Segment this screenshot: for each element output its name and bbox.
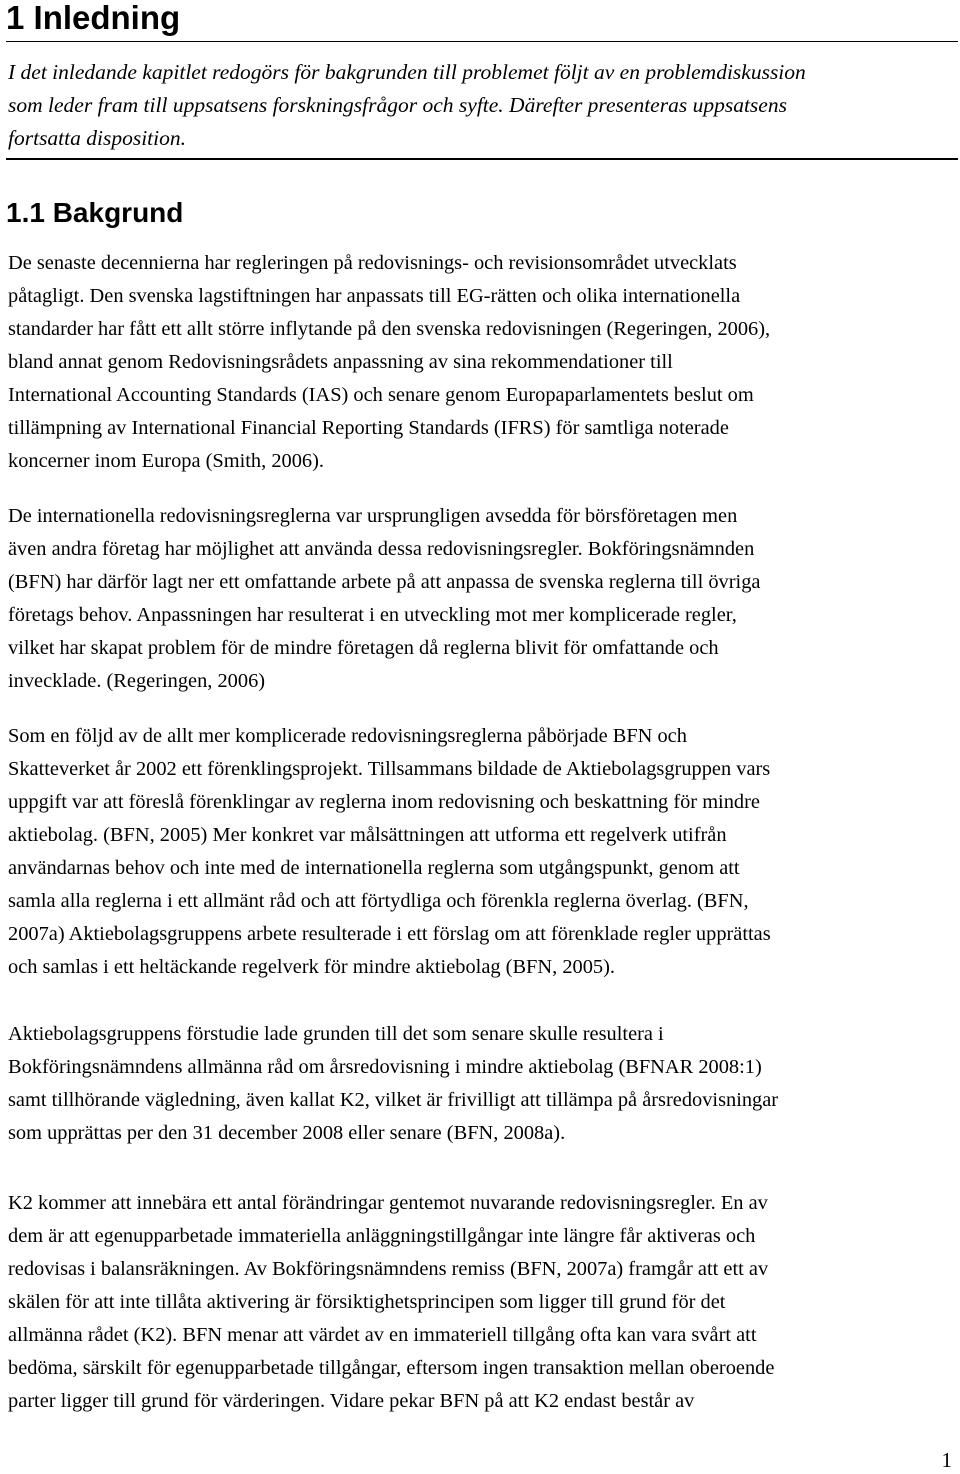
text-line: användarnas behov och inte med de internationella reglerna som utgångspunkt, genom att <box>8 857 740 879</box>
text-line: tillämpning av International Financial Reporting Standards (IFRS) för samtliga noterade <box>8 417 729 439</box>
text-line: 2007a) Aktiebolagsgruppens arbete resulterade i ett förslag om att förenklade regler upprättas <box>8 923 771 945</box>
text-line: bland annat genom Redovisningsrådets anpassning av sina rekommendationer till <box>8 351 673 373</box>
text-line: samt tillhörande vägledning, även kallat K2, vilket är frivilligt att tillämpa på årsredovisningar <box>8 1089 779 1111</box>
text-line: skälen för att inte tillåta aktivering är försiktighetsprincipen som ligger till grund för det <box>8 1291 726 1313</box>
text-line: även andra företag har möjlighet att använda dessa redovisningsregler. Bokföringsnämnden <box>8 538 755 560</box>
text-line: standarder har fått ett allt större inflytande på den svenska redovisningen (Regeringen, 2006), <box>8 318 771 340</box>
text-line: De internationella redovisningsreglerna var ursprungligen avsedda för börsföretagen men <box>8 505 738 527</box>
body-paragraph <box>8 247 958 478</box>
intro-top-rule <box>6 41 958 42</box>
text-line: (BFN) har därför lagt ner ett omfattande arbete på att anpassa de svenska reglerna till övriga <box>8 571 761 593</box>
body-paragraph <box>8 500 958 698</box>
text-line: redovisas i balansräkningen. Av Bokföringsnämndens remiss (BFN, 2007a) framgår att ett av <box>8 1258 769 1280</box>
text-line: dem är att egenupparbetade immateriella anläggningstillgångar inte längre får aktiveras och <box>8 1225 756 1247</box>
text-line: samla alla reglerna i ett allmänt råd och att förtydliga och förenkla reglerna överlag. (BFN, <box>8 890 749 912</box>
chapter-title: 1 Inledning <box>6 0 181 36</box>
text-line: bedöma, särskilt för egenupparbetade tillgångar, eftersom ingen transaktion mellan oberoende <box>8 1357 775 1379</box>
text-line: företags behov. Anpassningen har resulterat i en utveckling mot mer komplicerade regler, <box>8 604 737 626</box>
section-title: 1.1 Bakgrund <box>6 197 184 228</box>
text-line: K2 kommer att innebära ett antal förändringar gentemot nuvarande redovisningsregler. En av <box>8 1192 768 1214</box>
text-line: som upprättas per den 31 december 2008 eller senare (BFN, 2008a). <box>8 1122 566 1144</box>
text-line: De senaste decennierna har regleringen på redovisnings- och revisionsområdet utvecklats <box>8 252 737 274</box>
body-paragraph <box>8 1187 958 1418</box>
text-line: Skatteverket år 2002 ett förenklingsprojekt. Tillsammans bildade de Aktiebolagsgruppen vars <box>8 758 771 780</box>
text-line: allmänna rådet (K2). BFN menar att värdet av en immateriell tillgång ofta kan vara svårt att <box>8 1324 757 1346</box>
body-paragraph <box>8 720 958 984</box>
intro-bottom-rule <box>6 158 958 160</box>
text-line: påtagligt. Den svenska lagstiftningen har anpassats till EG-rätten och olika internationella <box>8 285 741 307</box>
body-paragraph <box>8 1018 958 1150</box>
text-line: Bokföringsnämndens allmänna råd om årsredovisning i mindre aktiebolag (BFNAR 2008:1) <box>8 1056 762 1078</box>
chapter-intro <box>8 56 958 155</box>
intro-line: fortsatta disposition. <box>8 126 187 150</box>
text-line: International Accounting Standards (IAS) och senare genom Europaparlamentets beslut om <box>8 384 754 406</box>
text-line: vilket har skapat problem för de mindre företagen då reglerna blivit för omfattande och <box>8 637 719 659</box>
text-line: invecklade. (Regeringen, 2006) <box>8 670 266 692</box>
page-number: 1 <box>941 1448 952 1472</box>
text-line: Aktiebolagsgruppens förstudie lade grunden till det som senare skulle resultera i <box>8 1023 664 1045</box>
text-line: koncerner inom Europa (Smith, 2006). <box>8 450 324 472</box>
text-line: aktiebolag. (BFN, 2005) Mer konkret var målsättningen att utforma ett regelverk utifrån <box>8 824 727 846</box>
text-line: och samlas i ett heltäckande regelverk för mindre aktiebolag (BFN, 2005). <box>8 956 615 978</box>
intro-line: I det inledande kapitlet redogörs för bakgrunden till problemet följt av en problemdiskussion <box>8 60 806 84</box>
intro-line: som leder fram till uppsatsens forskningsfrågor och syfte. Därefter presenteras uppsatsens <box>8 93 787 117</box>
text-line: uppgift var att föreslå förenklingar av reglerna inom redovisning och beskattning för mindre <box>8 791 760 813</box>
text-line: parter ligger till grund för värderingen. Vidare pekar BFN på att K2 endast består av <box>8 1390 695 1412</box>
text-line: Som en följd av de allt mer komplicerade redovisningsreglerna påbörjade BFN och <box>8 725 687 747</box>
